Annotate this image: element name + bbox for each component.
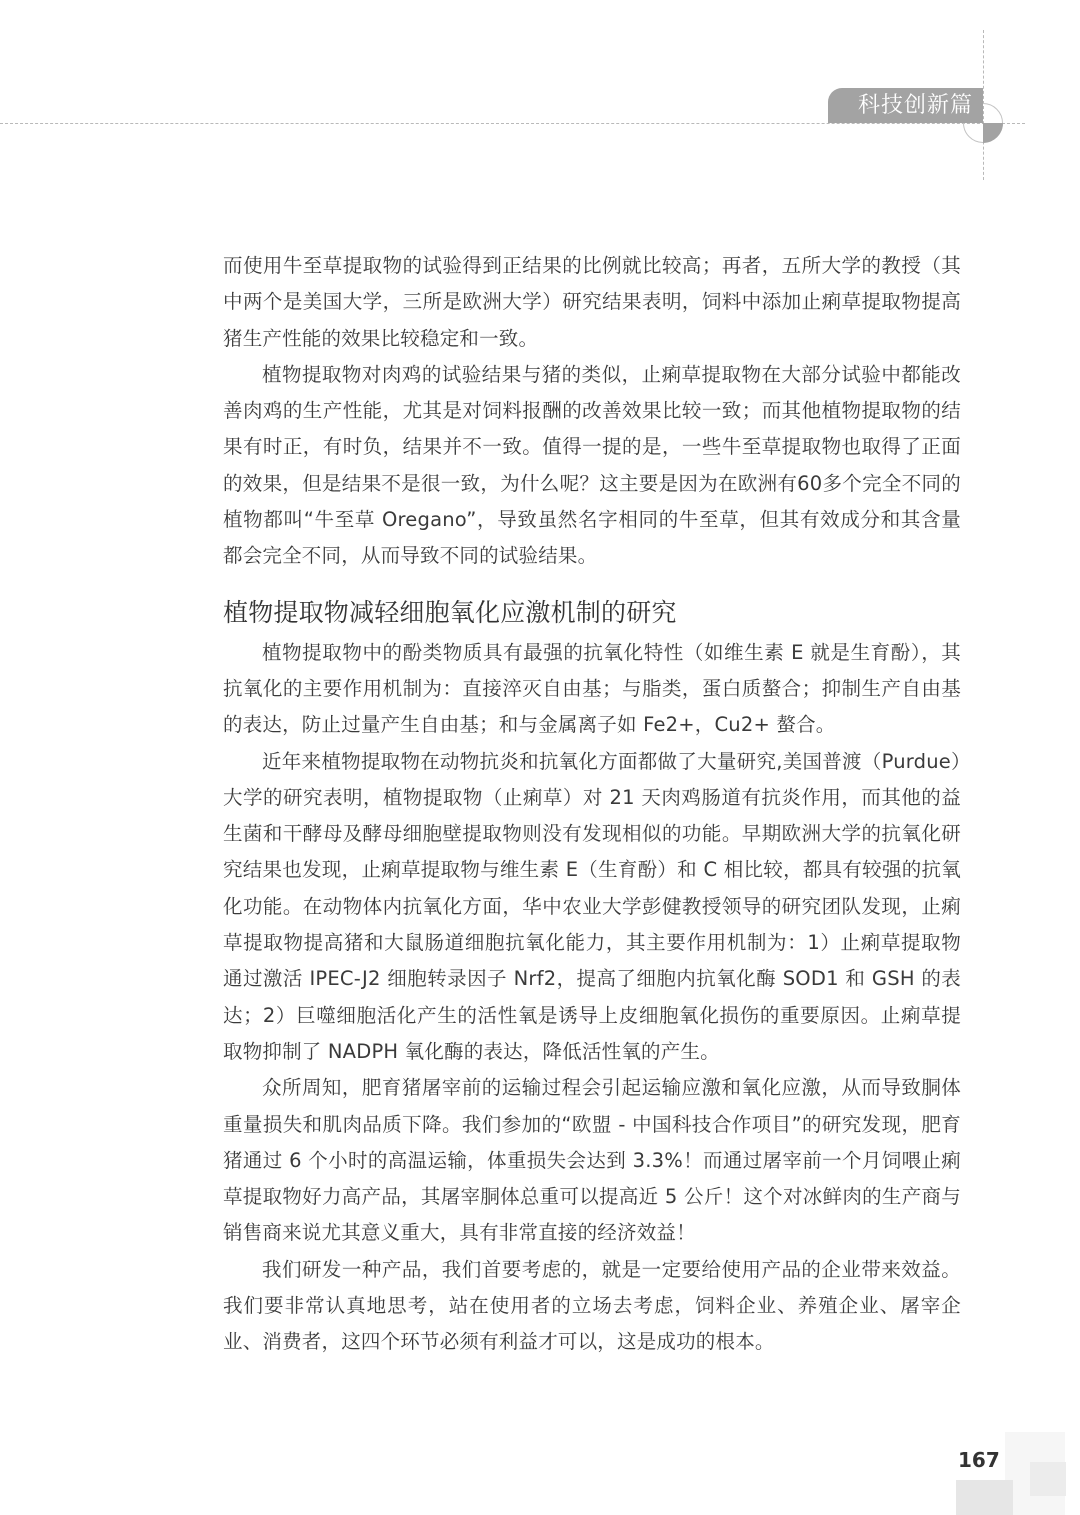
page-body: [223, 248, 961, 1361]
paragraph: 近年来植物提取物在动物抗炎和抗氧化方面都做了大量研究,美国普渡（Purdue）大学的研究表明，植物提取物（止痢草）对 21 天肉鸡肠道有抗炎作用，而其他的益生菌和干酵母及酵母细胞壁提取物则没有发现相似的功能。早期欧洲大学的抗氧化研究结果也发现，止痢草提取物与维生素 E（生育酚）和 C 相比较，都具有较强的抗氧化功能。在动物体内抗氧化方面，华中农业大学彭健教授领导的研究团队发现，止痢草提取物提高猪和大鼠肠道细胞抗氧化能力，其主要作用机制为：1）止痢草提取物通过激活 IPEC-J2 细胞转录因子 Nrf2，提高了细胞内抗氧化酶 SOD1 和 GSH 的表达；2）巨噬细胞活化产生的活性氧是诱导上皮细胞氧化损伤的重要原因。止痢草提取物抑制了 NADPH 氧化酶的表达，降低活性氧的产生。: [223, 749, 961, 1063]
corner-shade-decoration: [1030, 1462, 1066, 1496]
paragraph: 我们研发一种产品，我们首要考虑的，就是一定要给使用产品的企业带来效益。我们要非常认真地思考，站在使用者的立场去考虑，饲料企业、养殖企业、屠宰企业、消费者，这四个环节必须有利益才可以，这是成功的根本。: [223, 1257, 961, 1354]
paragraph: 众所周知，肥育猪屠宰前的运输过程会引起运输应激和氧化应激，从而导致胴体重量损失和肌肉品质下降。我们参加的“欧盟 - 中国科技合作项目”的研究发现，肥育猪通过 6 个小时的高温运输，体重损失会达到 3.3%！而通过屠宰前一个月饲喂止痢草提取物好力高产品，其屠宰胴体总重可以提高近 5 公斤！这个对冰鲜肉的生产商与销售商来说尤其意义重大，具有非常直接的经济效益！: [223, 1076, 961, 1245]
page-number: 167: [958, 1448, 1000, 1472]
crosshair-quarter-fill-icon: [983, 123, 1003, 143]
paragraph: 而使用牛至草提取物的试验得到正结果的比例就比较高；再者，五所大学的教授（其中两个是美国大学，三所是欧洲大学）研究结果表明，饲料中添加止痢草提取物提高猪生产性能的效果比较稳定和一致。: [223, 254, 961, 350]
paragraph: 植物提取物对肉鸡的试验结果与猪的类似，止痢草提取物在大部分试验中都能改善肉鸡的生产性能，尤其是对饲料报酬的改善效果比较一致；而其他植物提取物的结果有时正，有时负，结果并不一致。值得一提的是，一些牛至草提取物也取得了正面的效果，但是结果不是很一致，为什么呢？这主要是因为在欧洲有60多个完全不同的植物都叫“牛至草 Oregano”，导致虽然名字相同的牛至草，但其有效成分和其含量都会完全不同，从而导致不同的试验结果。: [223, 362, 961, 568]
corner-shade-decoration: [956, 1480, 1013, 1515]
section-tab: 科技创新篇: [828, 88, 983, 123]
paragraph: 植物提取物中的酚类物质具有最强的抗氧化特性（如维生素 E 就是生育酚），其抗氧化的主要作用机制为：直接淬灭自由基；与脂类，蛋白质螯合；抑制生产自由基的表达，防止过量产生自由基；和与金属离子如 Fe2+，Cu2+ 螯合。: [223, 640, 961, 737]
section-heading: 植物提取物减轻细胞氧化应激机制的研究: [223, 597, 677, 627]
header-guide-line-horizontal: [0, 123, 1025, 124]
